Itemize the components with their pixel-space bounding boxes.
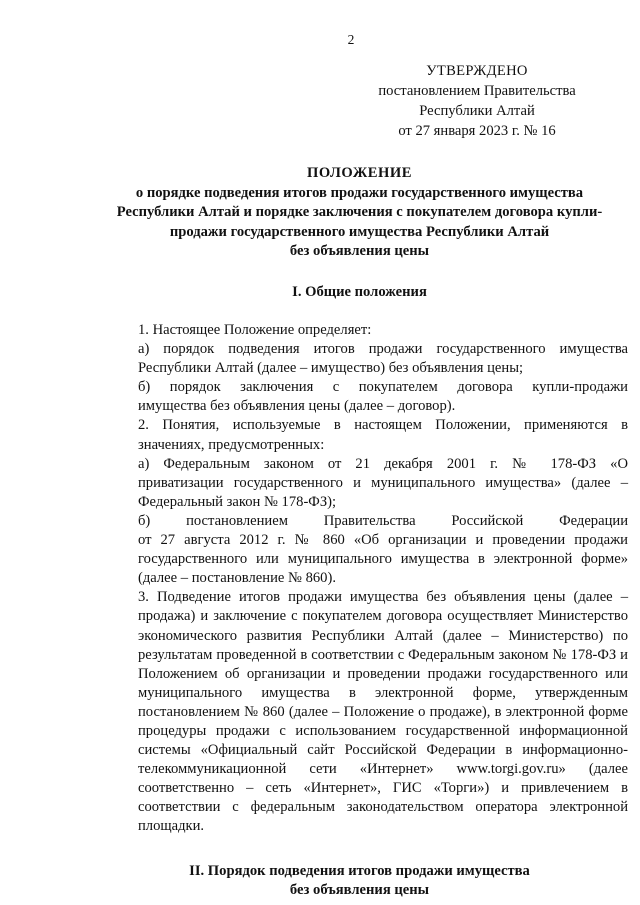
paragraph: [91, 416, 628, 454]
paragraph-line: б) постановлением Правительства Российской Федерации: [138, 512, 628, 529]
document-title-line: Республики Алтай и порядке заключения с покупателем договора купли-: [116, 204, 603, 220]
paragraph: [91, 378, 628, 416]
document-title-main: ПОЛОЖЕНИЕ: [307, 165, 412, 181]
paragraph: [91, 512, 628, 588]
paragraph-line: системы «Официальный сайт Российской Федерации в информационно-: [138, 742, 628, 759]
document-body: [91, 321, 628, 837]
section-heading-line: без объявления цены: [289, 882, 430, 899]
paragraph-line: 3. Подведение итогов продажи имущества без объявления цены (далее –: [138, 589, 628, 606]
section-heading: I. Общие положения: [292, 283, 427, 300]
paragraph-line: Положением об организации и проведении продажи государственного или: [138, 665, 628, 682]
section-heading-line: II. Порядок подведения итогов продажи имущества: [189, 862, 530, 879]
document-title-line: без объявления цены: [289, 243, 430, 259]
paragraph-line: б) порядок заключения с покупателем договора купли-продажи: [138, 379, 628, 396]
document-title-line: продажи государственного имущества Республики Алтай: [169, 223, 550, 240]
paragraph-line: Федеральный закон № 178-ФЗ);: [138, 493, 337, 510]
paragraph-line: имущества без объявления цены (далее – договор).: [138, 398, 456, 415]
paragraph-line: соответственно – сеть «Интернет», ГИС «Торги») и привлечением в: [138, 780, 628, 797]
page-number: 2: [347, 32, 355, 47]
paragraph: [91, 340, 628, 378]
paragraph-line: 2. Понятия, используемые в настоящем Положении, применяются в: [138, 417, 628, 434]
paragraph-line: а) порядок подведения итогов продажи государственного имущества: [138, 341, 628, 358]
paragraph-line: продажа) и заключение с покупателем договора осуществляет Министерство: [138, 608, 628, 625]
paragraph-line: постановлением № 860 (далее – Положение о продаже), в электронной форме: [138, 703, 628, 720]
paragraph-line: государственного или муниципального имущества в электронной форме»: [138, 551, 628, 568]
paragraph-line: от 27 августа 2012 г. № 860 «Об организации и проведении продажи: [138, 532, 628, 549]
paragraph-line: значениях, предусмотренных:: [138, 436, 325, 453]
paragraph-line: процедуры продажи с использованием государственной информационной: [138, 722, 628, 739]
paragraph-line: 1. Настоящее Положение определяет:: [138, 322, 372, 338]
paragraph-line: результатам проведенной в соответствии с Федеральным законом № 178-ФЗ и: [138, 646, 628, 663]
paragraph-line: экономического развития Республики Алтай (далее – Министерство) по: [138, 627, 628, 644]
paragraph-line: муниципального имущества в электронной форме, утвержденным: [138, 684, 628, 701]
approval-line: постановлением Правительства: [378, 83, 576, 99]
approval-date: от 27 января 2023 г. № 16: [398, 123, 556, 139]
paragraph-line: соответствии с федеральным законодательством оператора электронной: [138, 799, 628, 816]
paragraph-line: площадки.: [138, 818, 205, 835]
document-title-line: о порядке подведения итогов продажи государственного имущества: [135, 184, 584, 201]
paragraph-line: приватизации государственного и муниципального имущества» (далее –: [138, 474, 628, 491]
paragraph-line: (далее – постановление № 860).: [138, 570, 336, 587]
paragraph: [91, 588, 628, 836]
paragraph: [91, 455, 628, 512]
approval-line: Республики Алтай: [419, 103, 535, 119]
paragraph-line: а) Федеральным законом от 21 декабря 2001 г. № 178-ФЗ «О: [138, 455, 628, 472]
section-heading: [91, 862, 628, 901]
paragraph-line: Республики Алтай (далее – имущество) без объявления цены;: [138, 360, 524, 377]
paragraph: [91, 321, 628, 340]
document-title: [91, 164, 628, 262]
approval-title: УТВЕРЖДЕНО: [426, 63, 528, 79]
approval-stamp: [343, 61, 611, 141]
paragraph-line: телекоммуникационной сети «Интернет» www.torgi.gov.ru» (далее: [138, 761, 628, 778]
